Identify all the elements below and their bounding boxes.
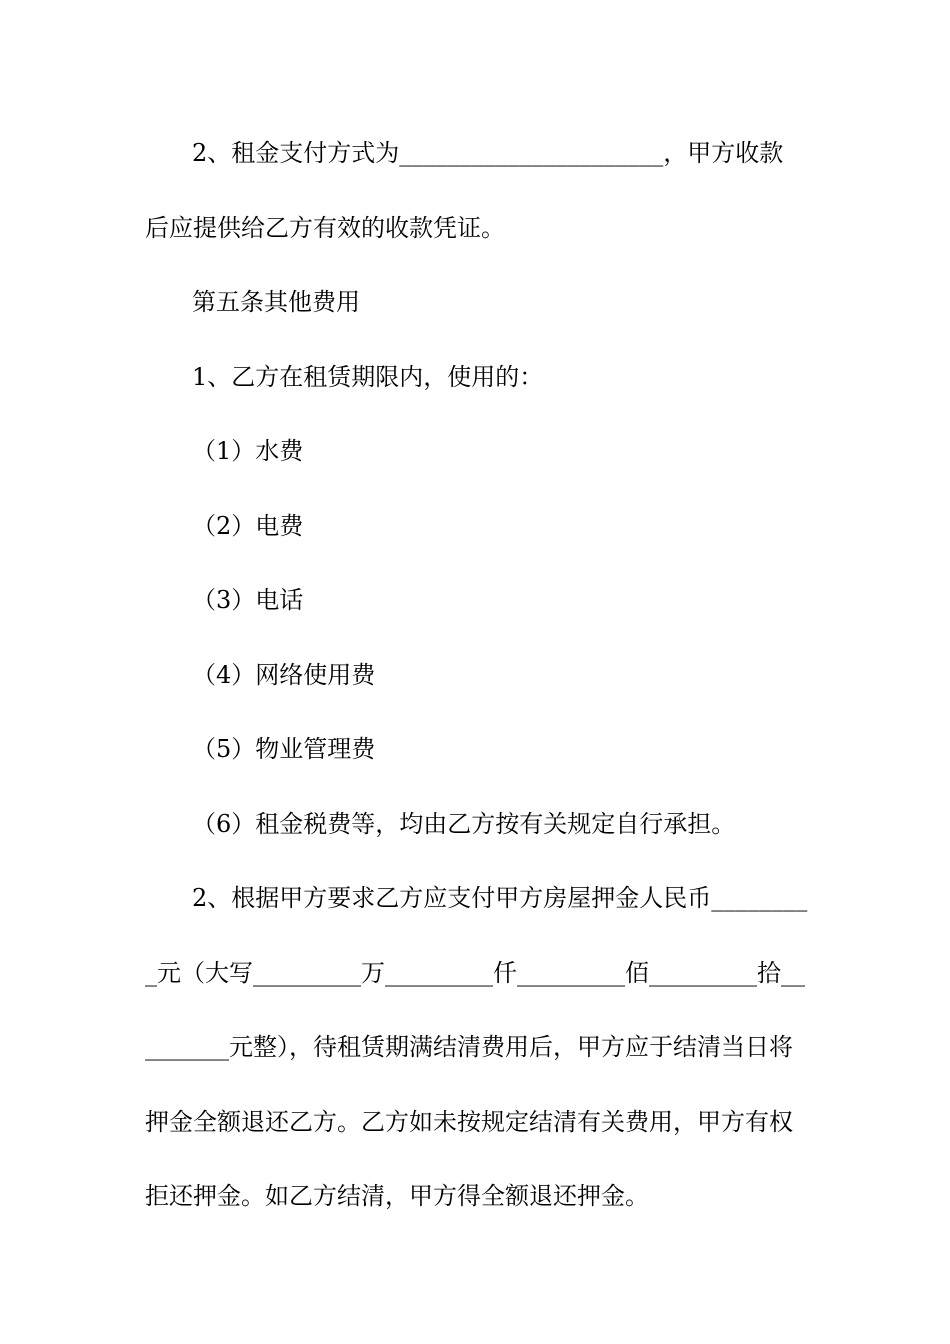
fee-item-property-management: （5）物业管理费 — [192, 735, 376, 763]
fee-item-rent-tax: （6）租金税费等，均由乙方按有关规定自行承担。 — [192, 810, 736, 838]
usage-fees-intro: 1、乙方在租赁期限内，使用的： — [192, 363, 544, 391]
deposit-clause: 2、根据甲方要求乙方应支付甲方房屋押金人民币________ — [192, 884, 808, 912]
fee-item-electricity: （2）电费 — [192, 512, 304, 540]
article-five-heading: 第五条其他费用 — [192, 288, 360, 316]
fee-item-network: （4）网络使用费 — [192, 661, 376, 689]
deposit-amount-in-words: _元（大写_________万_________仟_________佰_________拾__ — [145, 959, 805, 987]
fee-item-water: （1）水费 — [192, 437, 304, 465]
deposit-refusal-text: 拒还押金。如乙方结清，甲方得全额退还押金。 — [145, 1182, 649, 1210]
fee-item-telephone: （3）电话 — [192, 586, 304, 614]
deposit-settlement-text: _______元整），待租赁期满结清费用后，甲方应于结清当日将 — [145, 1033, 793, 1061]
deposit-refund-text: 押金全额退还乙方。乙方如未按规定结清有关费用，甲方有权 — [145, 1108, 793, 1136]
payment-method-clause: 2、租金支付方式为______________________，甲方收款 — [192, 139, 784, 167]
payment-method-clause-continued: 后应提供给乙方有效的收款凭证。 — [145, 214, 505, 242]
